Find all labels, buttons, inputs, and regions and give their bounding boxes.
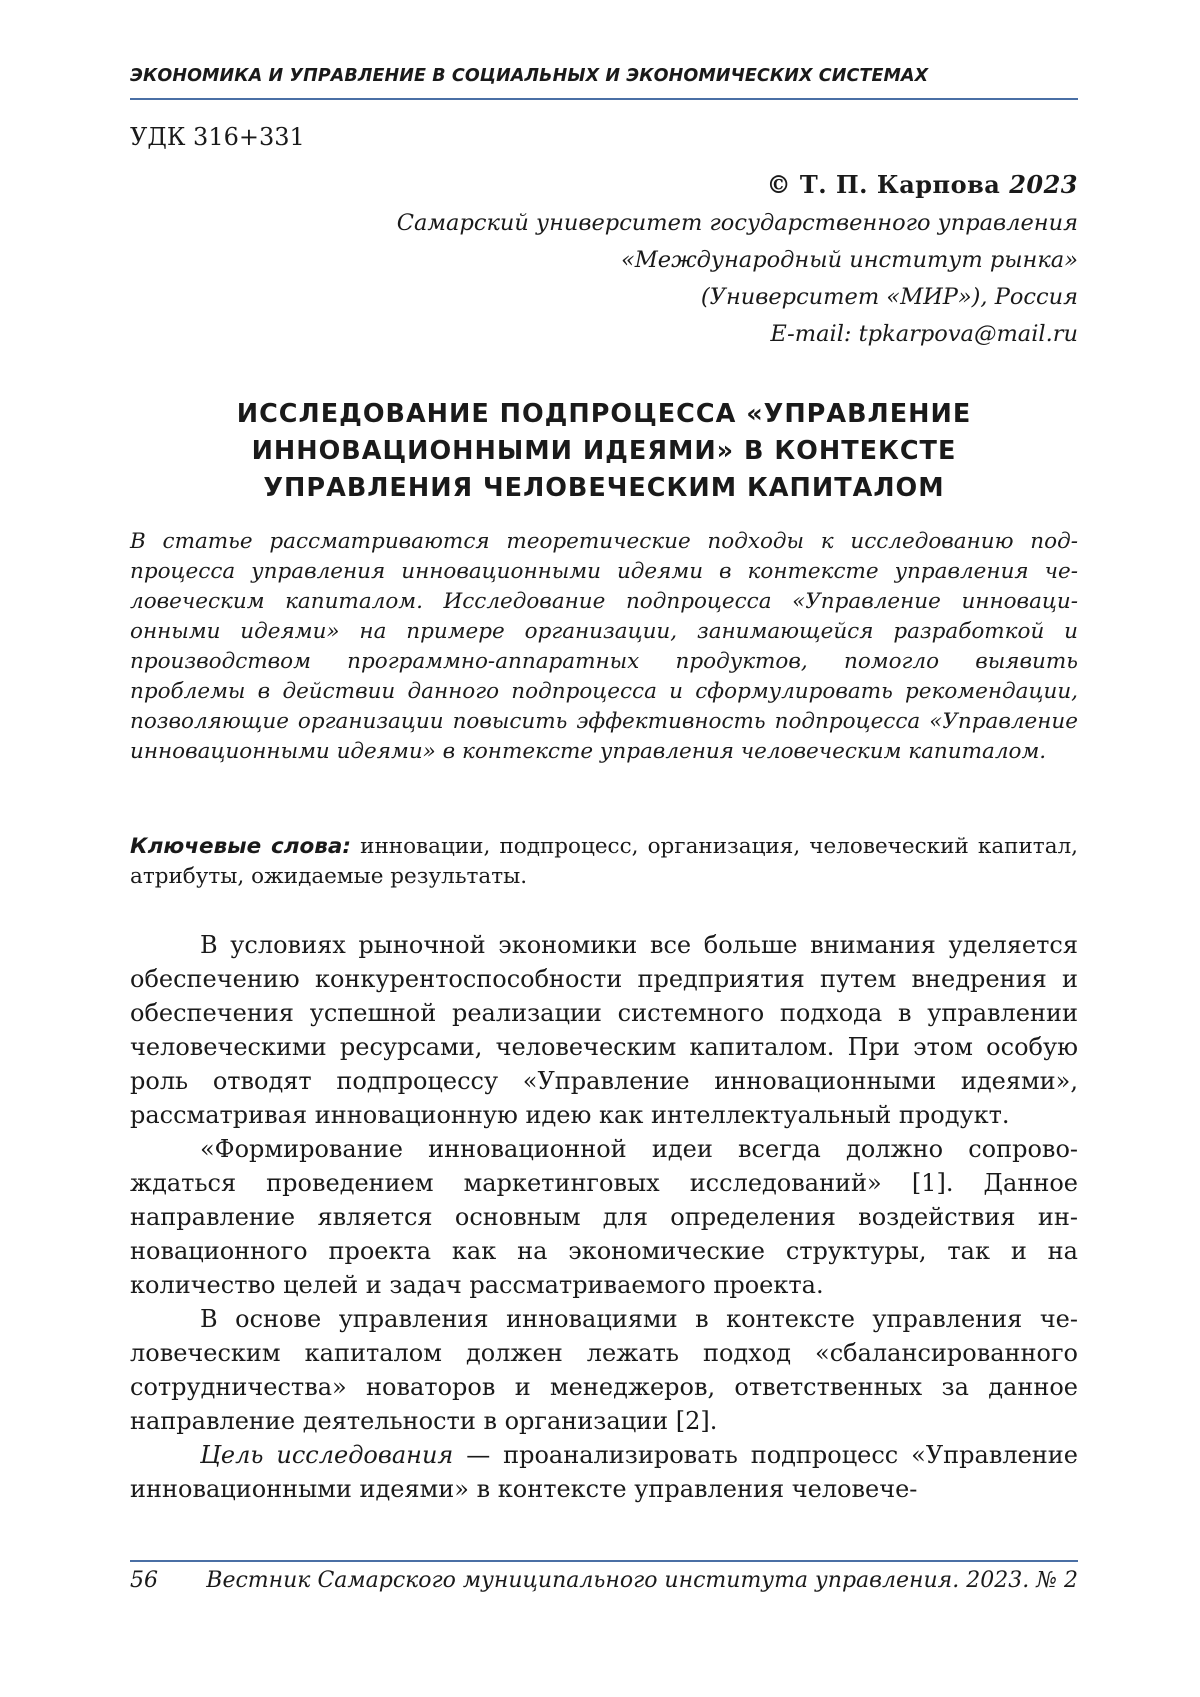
affiliation-line-1: Самарский университет государственного управления	[396, 210, 1078, 236]
udc-code: УДК 316+331	[130, 123, 305, 151]
author-block	[318, 170, 1078, 353]
page-number: 56	[130, 1568, 158, 1593]
body-text	[130, 928, 1078, 1506]
affiliation-line-2: «Международный институт рынка»	[620, 247, 1078, 273]
paragraph-4-lead: Цель исследования	[200, 1441, 454, 1469]
article-title	[130, 396, 1078, 507]
affiliation-line-3: (Университет «МИР»), Россия	[700, 284, 1078, 310]
running-header: ЭКОНОМИКА И УПРАВЛЕНИЕ В СОЦИАЛЬНЫХ И ЭКОНОМИЧЕСКИХ СИСТЕМАХ	[130, 66, 929, 86]
header-rule	[130, 98, 1078, 100]
author-email: E-mail: tpkarpova@mail.ru	[770, 321, 1078, 347]
keywords	[130, 832, 1078, 892]
title-line-1: ИССЛЕДОВАНИЕ ПОДПРОЦЕССА «УПРАВЛЕНИЕ	[236, 399, 972, 429]
paragraph-2: «Формирование инновационной идеи всегда должно сопровождаться проведением маркетинговых исследований» [1]. Данное направление является основным для определения воздействия инновационного проекта как на экономические структуры, так и на количество целей и задач рассматриваемого проекта.	[130, 1135, 1078, 1299]
footer-rule	[130, 1560, 1078, 1562]
title-line-3: УПРАВЛЕНИЯ ЧЕЛОВЕЧЕСКИМ КАПИТАЛОМ	[263, 473, 945, 503]
author-year: 2023	[1009, 170, 1078, 199]
keywords-text: инновации, подпроцесс, организация, человеческий капитал, атрибуты, ожидаемые результаты.	[130, 834, 1079, 889]
author-name: © Т. П. Карпова	[766, 170, 1001, 199]
abstract: В статье рассматриваются теоретические подходы к исследованию подпроцесса управления инновационными идеями в контексте управления человеческим капиталом. Исследование подпроцесса «Управление инновационными идеями» на примере организации, занимающейся разработкой и производством программно-аппаратных продуктов, помогло выявить проблемы в действии данного подпроцесса и сформулировать рекомендации, позволяющие организации повысить эффективность подпроцесса «Управление инновационными идеями» в контексте управления человеческим капиталом.	[130, 529, 1078, 764]
keywords-label: Ключевые слова:	[130, 834, 351, 859]
paragraph-4-text: — проанализировать подпроцесс «Управление инновационными идеями» в контексте управления человече-	[130, 1441, 1078, 1503]
page	[130, 0, 1078, 1697]
paragraph-4	[130, 1438, 1078, 1506]
author-line	[318, 170, 1078, 199]
journal-name: Вестник Самарского муниципального института управления. 2023. № 2	[206, 1568, 1078, 1593]
paragraph-1: В условиях рыночной экономики все больше внимания уделяется обеспечению конкурентоспособности предприятия путем внедрения и обеспечения успешной реализации системного подхода в управлении человеческими ресурсами, человеческим капиталом. При этом особую роль отводят подпроцессу «Управление инновационными идеями», рассматривая инновационную идею как интеллектуальный продукт.	[130, 931, 1078, 1129]
paragraph-3: В основе управления инновациями в контексте управления человеческим капиталом должен лежать подход «сбалансированного сотрудничества» новаторов и менеджеров, ответственных за данное направление деятельности в организации [2].	[130, 1305, 1078, 1435]
title-line-2: ИННОВАЦИОННЫМИ ИДЕЯМИ» В КОНТЕКСТЕ	[251, 436, 957, 466]
